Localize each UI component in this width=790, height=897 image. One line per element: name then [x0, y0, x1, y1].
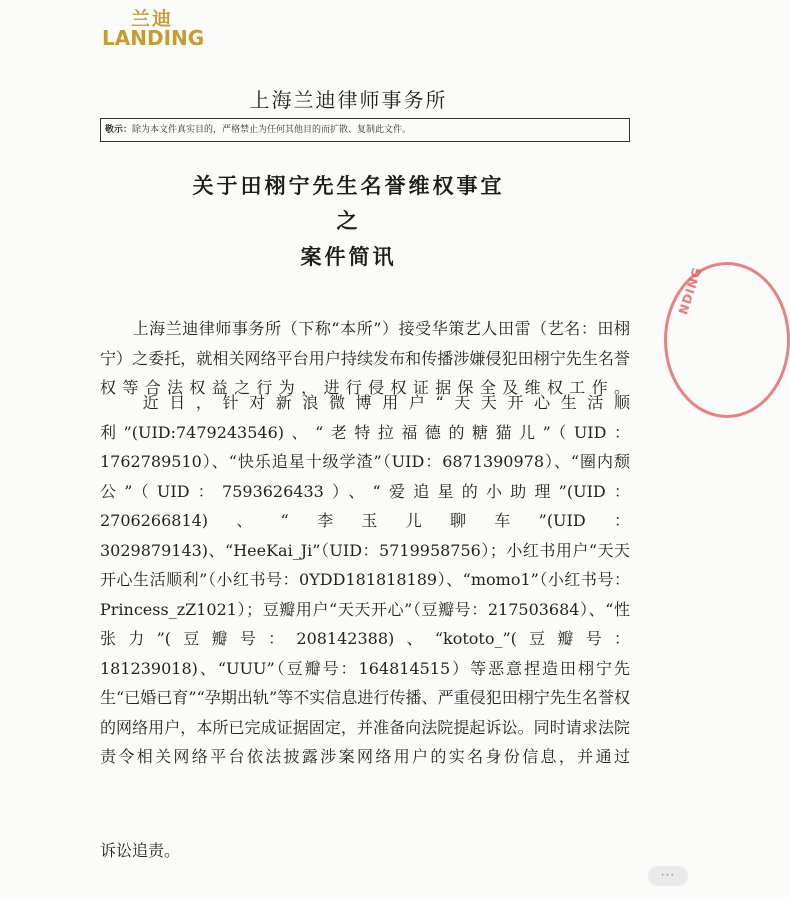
seal-text: NDING	[676, 265, 705, 317]
landing-logo	[102, 4, 205, 50]
paragraph-engagement-text: 上海兰迪律师事务所（下称“本所”）接受华策艺人田雷（艺名：田栩宁）之委托，就相关网络平台用户持续发布和传播涉嫌侵犯田栩宁先生名誉权等合法权益之行为，进行侵权证据保全及维权工作。	[100, 319, 630, 397]
document-title-line2: 之	[336, 208, 361, 233]
notice-label: 敬示：	[105, 125, 133, 135]
paragraph-infringers	[100, 388, 630, 866]
law-firm-seal	[664, 262, 790, 418]
document-title-line3: 案件简讯	[300, 244, 397, 269]
notice-text: 除为本文件真实目的，严格禁止为任何其他目的而扩散、复制此文件。	[132, 125, 412, 135]
document-title-line1: 关于田栩宁先生名誉维权事宜	[192, 173, 505, 198]
firm-name: 上海兰迪律师事务所	[249, 88, 448, 112]
confidentiality-notice	[100, 118, 630, 142]
more-options-button[interactable]: ···	[648, 866, 688, 886]
logo-chinese-text: 兰迪	[130, 8, 173, 30]
paragraph-closing: 诉讼追责。	[100, 841, 181, 860]
logo-english-text: LANDING	[102, 26, 205, 50]
paragraph-infringers-text: 近日，针对新浪微博用户“天天开心生活顺利”(UID:7479243546)、“老特拉福德的糖猫儿”（UID：1762789510）、“快乐追星十级学渣”（UID：6871390978）、“圈内颓公”（UID：7593626433）、“爱追星的小助理”(UID：2706266814)、“李玉儿聊车”(UID：3029879143)、“HeeKai_Ji”（UID：5719958756）；小红书用户“天天开心生活顺利”（小红书号：0YDD181818189）、“momo1”（小红书号：Princess_zZ1021）；豆瓣用户“天天开心”（豆瓣号：217503684）、“性张力”(豆瓣号：208142388)、“kototo_”(豆瓣号：181239018)、“UUU”（豆瓣号：164814515）等恶意捏造田栩宁先生“已婚已育”“孕期出轨”等不实信息进行传播、严重侵犯田栩宁先生名誉权的网络用户，本所已完成证据固定，并准备向法院提起诉讼。同时请求法院责令相关网络平台依法披露涉案网络用户的实名身份信息，并通过	[100, 393, 630, 766]
